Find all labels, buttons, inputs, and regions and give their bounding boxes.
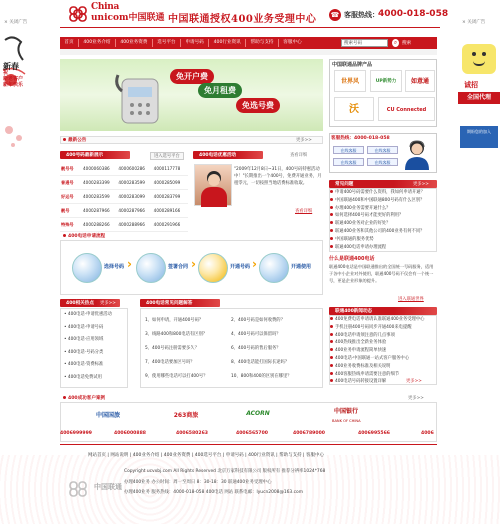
client-number: 4006565700	[236, 431, 268, 436]
brand-up[interactable]: UP新势力	[370, 70, 402, 92]
news-title: 联通400新闻动态	[335, 309, 373, 314]
list-item[interactable]: 联通400业务对企业的好处？	[330, 220, 436, 228]
logo-english: China	[91, 2, 120, 12]
page-slogan: 中国联通授权400业务受理中心	[168, 14, 317, 25]
list-item[interactable]: 2、400号码是如何收费的？	[231, 318, 285, 323]
unicom-knot-logo-icon[interactable]	[66, 4, 90, 24]
footer-link[interactable]: 客服中心	[306, 453, 324, 458]
hot-topics-more-link[interactable]: 更多>>	[100, 301, 116, 306]
client-logo-boc-en: BANK OF CHINA	[332, 419, 361, 423]
service-agent-icon	[402, 138, 432, 170]
new-year-ad-graphic-icon	[1, 30, 27, 150]
enter-number-platform-link[interactable]: 进入选号平台	[150, 152, 184, 160]
list-item[interactable]: • 400电话·申请优惠活动	[64, 312, 112, 317]
nav-item-help[interactable]: 帮助与支持	[246, 39, 279, 47]
nav-item-intro[interactable]: 400业务介绍	[79, 39, 116, 47]
nav-item-home[interactable]: 首页	[60, 39, 79, 47]
list-item[interactable]: 6、400号码的售后服务？	[231, 346, 281, 351]
brand-products-title: 中国联通品牌产品	[332, 62, 373, 68]
contract-icon[interactable]	[136, 253, 166, 283]
nav-item-select[interactable]: 选号平台	[153, 39, 181, 47]
search-icon[interactable]: ⌕	[393, 39, 398, 46]
promo-title: 400电话优惠活动	[199, 153, 237, 158]
list-item[interactable]: 5、400号码注册需要多久？	[145, 346, 199, 351]
globe-icon[interactable]	[259, 253, 289, 283]
faq-list	[329, 188, 437, 252]
client-logo-263[interactable]: 263商旅	[173, 412, 199, 419]
list-item[interactable]: 400电话申请须注意的几点事项	[330, 332, 436, 340]
table-row[interactable]: 靓号 4000287966 4000287966 4000289166	[60, 204, 188, 218]
nav-item-apply[interactable]: 申请号码	[181, 39, 209, 47]
list-item[interactable]: 3、线路400和800电话有区别？	[145, 332, 208, 337]
about-text: 联通400电话是中国联通推出的全国统一号码服务，适用于各中小企业对外使用，联通400号码不仅会有一个统一号，更是企业形象的提升。	[329, 264, 434, 283]
list-item[interactable]: • 400电话·号码分类	[64, 349, 104, 355]
list-item[interactable]: 400免费电话申请请认准联通400业务受理中心	[330, 316, 436, 324]
step-4-label: 开通使用	[291, 264, 312, 270]
footer-copyright: Copyright ucvxbj.com All Rights Reserved 北京万家科技有限公司 版权所有 推荐分辨率1024*768	[124, 469, 326, 474]
list-item[interactable]: • 400电话·申请号码	[64, 324, 104, 330]
list-item[interactable]: 联通400业务和其他公司的400业务有何不同？	[330, 228, 436, 236]
online-service-button-4[interactable]: 在线客服	[367, 158, 398, 166]
faq-title: 常见问题	[335, 182, 354, 187]
online-service-button-3[interactable]: 在线客服	[333, 158, 364, 166]
list-item[interactable]: 400热线推出全新业务体验	[330, 339, 436, 347]
step-2-label: 签署合同	[168, 264, 189, 270]
news-list	[329, 315, 437, 385]
footer-office-hours: 办理400业务 办公时间：周一至周日 8：30-18：30 联通400业务受理中心	[124, 480, 272, 485]
clients-title: 400成功客户案例	[63, 395, 105, 401]
list-item[interactable]: • 400电话免费试用	[64, 374, 102, 380]
list-item[interactable]: 9、使用哪些电话可以打400号？	[145, 374, 208, 379]
table-row[interactable]: 特殊号 4000288266 4000288966 4000291966	[60, 218, 188, 232]
number-table	[60, 162, 188, 232]
list-item[interactable]: 1、如何申请，开通400号码？	[145, 318, 204, 323]
client-logo-cits[interactable]: 中国国旅	[95, 412, 120, 419]
step-1-label: 选择号码	[104, 264, 125, 270]
online-service-button-1[interactable]: 在线客服	[333, 146, 364, 154]
footer-link[interactable]: 400业务资费	[163, 453, 191, 458]
table-row[interactable]: 普通号 4000283399 4000283599 4000285099	[60, 176, 188, 190]
list-item[interactable]: 7、400电话要加区号吗？	[145, 360, 195, 365]
client-number: 4006789000	[293, 431, 325, 436]
banner-line-1: 免开户费	[170, 69, 214, 84]
client-number: 4006000888	[114, 431, 146, 436]
sub-nav-bar	[60, 49, 437, 55]
about-title: 什么是联通400电话	[329, 256, 375, 262]
nav-item-news[interactable]: 400行业资讯	[209, 39, 246, 47]
footer-link[interactable]: 400行业资讯	[248, 453, 275, 458]
faq-answers-list	[140, 308, 323, 388]
list-item[interactable]: 400客服热线申请需要注意的细节	[330, 371, 436, 379]
header-divider	[60, 27, 440, 28]
list-item[interactable]: • 400电话·应用领域	[64, 337, 104, 342]
online-service-button-2[interactable]: 在线客服	[367, 146, 398, 154]
promo-more-link[interactable]: 查看详细	[290, 153, 308, 158]
list-item[interactable]: 手机注册400号码同步开通400来电提醒	[330, 324, 436, 332]
search-input[interactable]: 搜索号码	[341, 39, 388, 47]
faq-more-link[interactable]: 更多>>	[413, 182, 429, 187]
list-item[interactable]: 中国联通的服务优势	[330, 236, 436, 244]
about-more-link[interactable]: 进入联通世界	[398, 297, 424, 302]
list-item[interactable]: 如何选择400号码才能更好的利用？	[330, 212, 436, 220]
search-button[interactable]: 搜索	[402, 41, 412, 46]
footer-divider	[60, 444, 437, 445]
hot-topics-list	[60, 308, 128, 388]
banner-line-3: 免选号费	[236, 98, 280, 113]
table-row[interactable]: 好运号 4000283599 4000283099 4000283799	[60, 190, 188, 204]
notice-bar	[60, 136, 323, 144]
close-left-ad[interactable]: × 关闭广告	[4, 20, 28, 25]
faq-answers-title: 400电话常见问题解答	[146, 301, 193, 306]
clients-more-link[interactable]: 更多>>	[408, 396, 424, 401]
footer-logo-text: 中国联通	[94, 483, 122, 491]
list-item[interactable]: 4、400号码可以保留吗？	[231, 332, 281, 337]
brand-wo[interactable]: 沃	[334, 97, 374, 121]
brand-cu-connected[interactable]: CU Connected	[378, 97, 435, 121]
client-number: 4006995566	[358, 431, 390, 436]
numbers-title: 400号码最新展示	[66, 153, 104, 158]
step-3-label: 开通号码	[230, 264, 251, 270]
hotline-number: 4000-018-058	[378, 9, 449, 19]
select-number-icon[interactable]	[72, 253, 102, 283]
table-row[interactable]: 靓号号 4000060386 4000600286 4000117778	[60, 162, 188, 176]
list-item[interactable]: 400业务收费标准及相关说明	[330, 363, 436, 371]
list-item[interactable]: 400业务申请流程简单快速	[330, 347, 436, 355]
list-item[interactable]: 中国联通400和中国联通800号码有什么区别？	[330, 197, 436, 205]
footer-link[interactable]: 网站首页	[88, 453, 106, 458]
list-item[interactable]: 10、800和400的区别在哪里？	[231, 374, 292, 379]
hotline-label: 客服热线：	[344, 11, 379, 19]
client-logo-acorn[interactable]: ACORN	[246, 410, 270, 417]
list-item[interactable]: 400电话号码转接设置详解	[330, 378, 436, 386]
list-item[interactable]: • 400电话·资费标准	[64, 362, 104, 367]
open-number-icon[interactable]	[198, 253, 228, 283]
right-float-ad[interactable]: 诚招 全国代理 期盼您的加入	[458, 30, 500, 154]
promo-text: "2009年12月8日~31日，400号码特惠活动中！"长期推出一个400号，免费开通业务，月租零元，一切按照当地话费标准收取。	[234, 167, 322, 186]
client-number: 4006999999	[60, 431, 92, 436]
footer-link[interactable]: 400选号平台	[194, 453, 222, 458]
phone-handset-icon	[114, 71, 164, 127]
unicom-footer-logo-icon	[66, 479, 90, 499]
promo-detail-link[interactable]: 查看详细	[295, 209, 313, 214]
nav-item-fees[interactable]: 400业务资费	[116, 39, 153, 47]
client-number: 4006580263	[176, 431, 208, 436]
footer-link[interactable]: 网站说明	[110, 453, 129, 458]
brand-shijiefeng[interactable]: 世界风	[334, 70, 366, 92]
list-item[interactable]: 联通400电话申请办理流程	[330, 244, 436, 252]
news-more-link[interactable]: 更多>>	[406, 379, 422, 384]
footer-link[interactable]: 帮助与支持	[279, 453, 302, 458]
agent-photo	[194, 164, 232, 206]
banner-line-2: 免月租费	[198, 83, 242, 98]
left-float-ad[interactable]: 新春 祝 新老客户 新年快乐	[1, 30, 27, 150]
phone-icon: ☎	[330, 11, 340, 19]
client-number: 4006	[421, 431, 434, 436]
list-item[interactable]: 400电话·中国联通一站式客户服务中心	[330, 355, 436, 363]
list-item[interactable]: 申请400号码需要什么资料，我如何申请开通？	[330, 189, 436, 197]
list-item[interactable]: 办理400业务需要开通什么？	[330, 205, 436, 213]
process-title: 400电话申请流程	[63, 233, 105, 239]
arrow-right-icon: ›	[252, 257, 257, 271]
client-logo-boc[interactable]: 中国银行	[333, 408, 358, 415]
footer-contact: 办理400业务 服务热线：4000-018-058 400电话 网站 联系电邮：lyucn2008@163.com	[124, 490, 303, 495]
close-right-ad[interactable]: × 关闭广告	[462, 20, 486, 25]
nav-item-service[interactable]: 客服中心	[283, 40, 302, 45]
arrow-right-icon: ›	[127, 257, 132, 271]
cs-hotline: 客服热线：4000-018-058	[331, 136, 390, 141]
footer-link[interactable]: 400业务介绍	[132, 453, 160, 458]
arrow-right-icon: ›	[191, 257, 196, 271]
list-item[interactable]: 8、400电话能打国际长途吗？	[231, 360, 290, 365]
notice-title: 最新公告	[63, 137, 86, 143]
brand-ruyitong[interactable]: 如意通	[405, 70, 435, 92]
smiley-mascot-icon	[462, 44, 496, 74]
hot-topics-title: 400相关热点	[66, 301, 94, 306]
footer-nav: 网站首页 | 网站说明 | 400业务介绍 | 400业务资费 | 400选号平台 | 申请号码 | 400行业资讯 | 帮助与支持 | 客服中心	[88, 453, 324, 458]
logo-chinese: unicom中国联通	[91, 13, 165, 23]
footer-link[interactable]: 申请号码	[225, 453, 244, 458]
notice-more-link[interactable]: 更多>>	[296, 138, 312, 143]
